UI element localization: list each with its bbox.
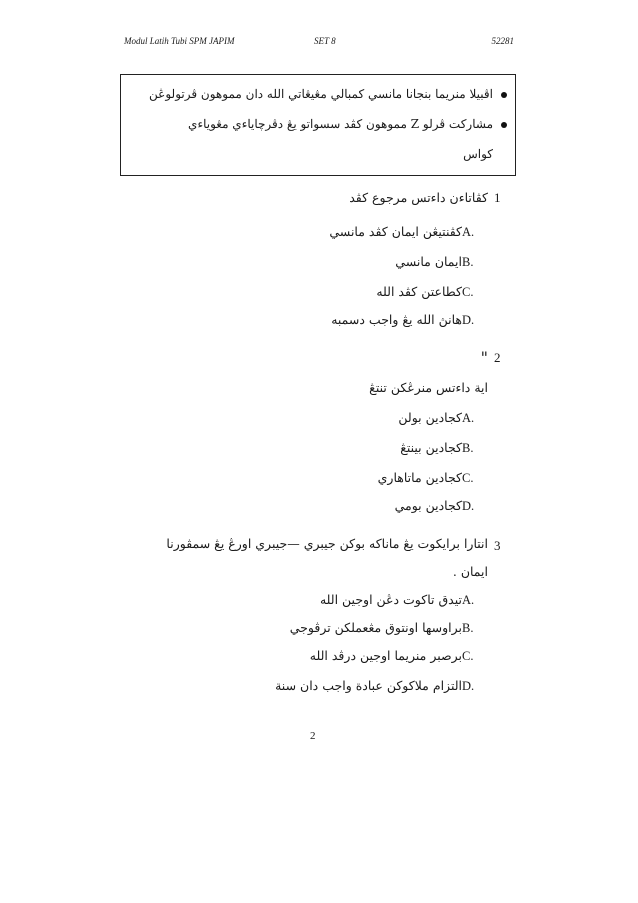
bullet-icon (501, 92, 507, 98)
option-c[interactable]: C.برصبر منريما اوجين درڤد الله (309, 648, 474, 663)
question-stem: انتارا برايكوت يڠ ماناكه بوكن جيبري —جيبري اورڠ يڠ سمڤورنا (166, 536, 488, 551)
question-number: 1 (494, 190, 501, 205)
instruction-line-3: كواس (463, 147, 493, 161)
paper-code: 52281 (491, 36, 514, 46)
option-d[interactable]: D.كجادين بومي (394, 498, 475, 513)
module-title: Modul Latih Tubi SPM JAPIM (124, 36, 235, 46)
question-stem: " (480, 348, 488, 367)
question-number: 2 (494, 350, 501, 365)
question-stem-line-2: اية داءتس منرڠكن تنتڠ (369, 380, 488, 395)
option-d[interactable]: D.التزام ملاكوكن عبادة واجب دان سنة (275, 678, 475, 693)
instruction-line-2: مشاركت ڤرلو Z مموهون كڤد سسواتو يڠ دڤرچاياءي مڠوياءي (188, 117, 507, 131)
option-b[interactable]: B.براوسها اونتوق مڠعملكن ترڤوجي (289, 620, 474, 635)
option-c[interactable]: C.كطاعتن كڤد الله (376, 284, 474, 299)
bullet-icon (501, 122, 507, 128)
option-d[interactable]: D.هانڽ الله يڠ واجب دسمبه (331, 312, 475, 327)
question-number: 3 (494, 538, 501, 553)
option-b[interactable]: B.ايمان مانسي (395, 254, 474, 269)
question-stem-line-2: ايمان . (452, 564, 488, 579)
instruction-box (120, 74, 516, 176)
option-c[interactable]: C.كجادين ماتاهاري (377, 470, 474, 485)
page-number: 2 (310, 730, 316, 742)
page-header (124, 36, 514, 52)
instruction-line-1: اڤبيلا منريما بنجانا مانسي كمبالي مڠيڠاتي الله دان مموهون ڤرتولوڠن (149, 87, 507, 101)
option-b[interactable]: B.كجادين بينتڠ (400, 440, 474, 455)
question-stem: كڤاتاءن داءتس مرجوع كڤد (349, 190, 488, 205)
option-a[interactable]: A.كڤنتيڠن ايمان كڤد مانسي (329, 224, 475, 239)
option-a[interactable]: A.كجادين بولن (398, 410, 475, 425)
option-a[interactable]: A.تيدق تاكوت دڠن اوجين الله (319, 592, 475, 607)
set-label: SET 8 (314, 36, 336, 46)
